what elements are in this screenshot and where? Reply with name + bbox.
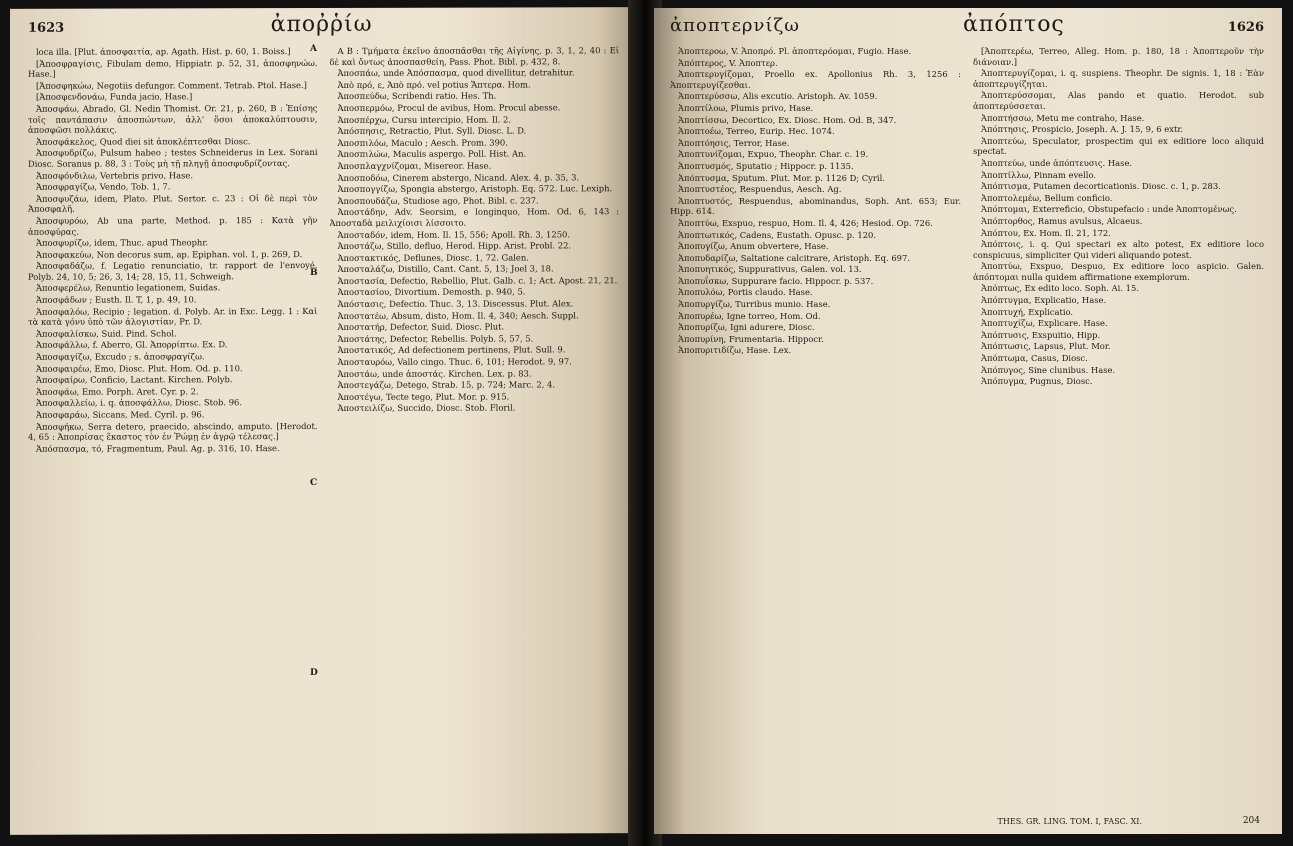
- dictionary-entry: Ἀποπτερυγίζομαι, Proello ex. Apollonius Rh. 3, 1256 : Ἀποπτερυγίζεσθαι.: [670, 69, 961, 90]
- dictionary-entry: Ἀποπτολεμέω, Bellum conficio.: [981, 192, 1113, 203]
- dictionary-entry: A B : Τμήματα ἐκεῖνο ἀποσπᾶσθαι τῆς Αἰγίνης, p. 3, 1, 2, 40 : Εἰ δὲ καὶ ὄντως ἀποσπασθείη, Pass. Phot. Bibl. p. 432, 8.: [329, 45, 619, 67]
- right-page-header: [670, 12, 1264, 40]
- dictionary-entry: Ἀποσπλαγχνίζομαι, Misereor. Hase.: [337, 160, 492, 171]
- dictionary-entry: Ἀποσπερμόω, Procul de avibus, Hom. Procul abesse.: [337, 102, 561, 113]
- dictionary-entry: Ἀπόπυγος, Sine clunibus. Hase.: [981, 364, 1116, 375]
- dictionary-entry: Ἀποσφάω, Abrado, Gl. Nedin Thomist. Or. 21, p. 260, B : Ἐπίσης τοῖς παντάπασιν ἀποσπώντων, ἀλλ' ὅσοι ἀποκαλύπτουσιν, ἀποσφῶσι πολλάκις.: [28, 102, 318, 135]
- dictionary-entry: Ἀποπυρίζω, Igni adurere, Diosc.: [678, 322, 815, 333]
- dictionary-entry: Ἀποπυριτιδίζω, Hase. Lex.: [678, 345, 792, 356]
- dictionary-entry: Ἀποστάζω, Stillo, defluo, Herod. Hipp. Arist. Probl. 22.: [337, 240, 572, 252]
- dictionary-entry: Ἀποπτυχή, Explicatio.: [981, 306, 1074, 317]
- dictionary-entry: Ἀποσφαλόω, Recipio ; legation. d. Polyb. Ar. in Exc. Legg. 1 : Καὶ τὰ κατὰ γόνυ ὑπὸ τῶν ἀλογιστίαν, Pr. D.: [28, 305, 318, 328]
- dictionary-entry: Ἀποσφήκω, Serra detero, praecido, abscindo, amputo. [Herodot. 4, 65 : Ἀποπρίσας ἕκαστος τὸν ἐν Ῥώμῃ ἐν ἀγρῷ τέλεσας.]: [28, 420, 318, 442]
- dictionary-entry: Ἀποστειλίζω, Succido, Diosc. Stob. Floril.: [337, 402, 516, 414]
- dictionary-entry: Ἀποσφυρόω, Ab una parte, Method. p. 185 : Κατὰ γῆν ἀποσφύρας.: [28, 214, 318, 237]
- dictionary-entry: Ἀποστακτικός, Deflunes, Diosc. 1, 72. Galen.: [337, 252, 529, 263]
- left-page-header: [28, 11, 619, 41]
- dictionary-entry: Ἀποσπιλώω, Maculis aspergo. Poll. Hist. An.: [337, 148, 527, 160]
- footer-number: 204: [1242, 816, 1260, 826]
- dictionary-entry: Ἀπόπτυγμα, Explicatio, Hase.: [981, 295, 1107, 306]
- dictionary-entry: Ἀποπτυνίζομαι, Expuo, Theophr. Char. c. 19.: [678, 149, 869, 160]
- dictionary-entry: Ἀπόστασις, Defectio. Thuc. 3, 13. Discessus. Plut. Alex.: [337, 298, 574, 310]
- margin-marker-c: C: [310, 478, 318, 489]
- margin-marker-a: A: [310, 44, 317, 55]
- dictionary-entry: Ἀπόπτερος, V. Ἀποπτερ.: [678, 57, 778, 68]
- dictionary-entry: Ἀποπτυστέος, Respuendus, Aesch. Ag.: [678, 184, 842, 195]
- dictionary-entry: Ἀποσφαγίζω, Excudo ; s. ἀποσφραγίζω.: [36, 351, 205, 362]
- dictionary-entry: Ἀποπτήσσω, Metu me contraho, Hase.: [981, 112, 1145, 123]
- dictionary-entry: [Ἀποσφραγίσις, Fibulam demo, Hippiatr. p. 52, 31, ἀποσφηνώω. Hase.]: [28, 57, 318, 79]
- dictionary-entry: Ἀποπυγίζω, Anum obvertere, Hase.: [678, 241, 829, 252]
- dictionary-entry: Ἀποπυδαρίζω, Saltatione calcitrare, Aristoph. Eq. 697.: [678, 252, 910, 263]
- dictionary-entry: Ἀποσπογγίζω, Spongia abstergo, Aristoph. Eq. 572. Luc. Lexiph.: [337, 183, 613, 195]
- right-page-center-headword: ἀποπτερνίζω: [670, 15, 800, 36]
- dictionary-entry: Ἀποσφερέλω, Renuntio legationem, Suidas.: [36, 282, 221, 294]
- dictionary-entry: Ἀποσφυδρίζω, Pulsum habeo ; testes Schneiderus in Lex. Sorani Diosc. Soranus p. 88, 3 : Τοὺς μὴ τῇ πληγῇ ἀποσφυδρίζοντας.: [28, 147, 318, 169]
- dictionary-entry: Ἀποπτεροω, V. Ἀποπρό. Pl. ἀποπτερόομαι, Fugio. Hase.: [678, 46, 912, 56]
- dictionary-entry: Ἀποπτίλλω, Pinnam evello.: [981, 169, 1097, 180]
- dictionary-entry: Ἀποπτοέω, Terreo, Eurip. Hec. 1074.: [678, 126, 835, 137]
- dictionary-entry: Ἀπόπτοις, i. q. Qui spectari ex alto potest, Ex editiore loco conspicuus, simpliciter Qui videri aliquando potest.: [973, 239, 1264, 260]
- dictionary-entry: Ἀπόπτυσμα, Sputum. Plut. Mor. p. 1126 D; Cyril.: [678, 172, 885, 183]
- right-column-a: [670, 46, 961, 826]
- dictionary-entry: Ἀποπτύω, Exspuo, Despuo, Ex editiore loco aspicio. Galen. ἀπόπτομαι nulla quidem affirmatione exemplorum.: [973, 261, 1264, 282]
- dictionary-entry: Ἀποστεγάζω, Detego, Strab. 15, p. 724; Marc. 2, 4.: [337, 379, 556, 391]
- left-page: [10, 7, 635, 835]
- left-page-columns: [28, 45, 619, 827]
- dictionary-entry: Ἀποσφυρίζω, idem, Thuc. apud Theophr.: [36, 237, 209, 248]
- dictionary-entry: Ἀπόσπασμα, τό, Fragmentum, Paul. Ag. p. 316, 10. Hase.: [36, 442, 280, 454]
- right-page-headword: ἀπόπτος: [963, 12, 1065, 37]
- margin-marker-b: B: [310, 268, 318, 279]
- right-page: [654, 8, 1282, 834]
- dictionary-entry: Ἀπόπτωσις, Lapsus, Plut. Mor.: [981, 341, 1111, 352]
- dictionary-entry: Ἀπόσπησις, Retractio, Plut. Syll. Diosc. L. D.: [337, 125, 527, 137]
- dictionary-entry: Ἀποσφαίρω, Conficio, Lactant. Kirchen. Polyb.: [36, 374, 233, 385]
- dictionary-entry: Ἀποστασίου, Divortium. Demosth. p. 940, 5.: [337, 286, 526, 298]
- dictionary-entry: Ἀποσποδόω, Cinerem abstergo, Nicand. Alex. 4, p. 35, 3.: [337, 171, 580, 183]
- dictionary-entry: Ἀποσφάκελος, Quod diei sit ἀποκλέπτεσθαι Diosc.: [36, 135, 251, 147]
- dictionary-entry: Ἀποστάω, unde ἀποστάς. Kirchen. Lex. p. 83.: [337, 368, 532, 379]
- dictionary-entry: Ἀποστέγω, Tecte tego, Plut. Mor. p. 915.: [337, 391, 510, 402]
- dictionary-entry: Ἀπόπτου, Ex. Hom. Il. 21, 172.: [981, 227, 1111, 238]
- dictionary-entry: Ἀποπυλόω, Portis claudo. Hase.: [678, 287, 813, 298]
- dictionary-entry: [Ἀποσφηκώω, Negotiis defungor. Comment. Tetrab. Ptol. Hase.]: [36, 79, 307, 91]
- dictionary-entry: Ἀποσφαλλείω, i. q. ἀποσφάλλω, Diosc. Stob. 96.: [36, 397, 243, 409]
- dictionary-entry: Ἀπόπτορθος, Ramus avulsus, Alcaeus.: [981, 215, 1143, 226]
- left-page-number: 1623: [28, 20, 65, 36]
- dictionary-entry: Ἀποσπιλόω, Maculo ; Aesch. Prom. 390.: [337, 137, 508, 148]
- right-column-b: [973, 46, 1264, 826]
- dictionary-entry: Ἀποπυρέω, Igne torreo, Hom. Od.: [678, 310, 821, 321]
- dictionary-entry: Ἀποσπέρχω, Cursu intercipio, Hom. Il. 2.: [337, 114, 512, 125]
- dictionary-entry: Ἀποσπεύδω, Scribendi ratio. Hes. Th.: [337, 90, 497, 102]
- dictionary-entry: Ἀποσφάλλω, f. Aberro, Gl. Ἀπορρίπτω. Ex. D.: [36, 339, 228, 351]
- dictionary-entry: Ἀποσφαδάζω, f. Legatio renunciatio, tr. rapport de l'envoyé. Polyb. 24, 10, 5; 26, 3, 14; 28, 15, 11, Schweigh.: [28, 260, 318, 282]
- dictionary-entry: Ἀποσταδόν, idem, Hom. Il. 15, 556; Apoll. Rh. 3, 1250.: [337, 228, 571, 240]
- dictionary-entry: Ἀπόπτησις, Prospicio, Joseph. A. J. 15, 9, 6 extr.: [981, 124, 1184, 135]
- dictionary-entry: Ἀποσταυρόω, Vallo cingo. Thuc. 6, 101; Herodot. 9, 97.: [337, 356, 572, 367]
- dictionary-entry: Ἀπόπτωμα, Casus, Diosc.: [981, 353, 1088, 364]
- dictionary-entry: Ἀποπτίσσω, Decortico, Ex. Diosc. Hom. Od. B, 347.: [678, 114, 897, 125]
- dictionary-entry: Ἀποπτυχίζω, Explicare. Hase.: [981, 318, 1108, 329]
- dictionary-entry: Ἀποσφυζάω, idem, Plato. Plut. Sertor. c. 23 : Οἱ δὲ περὶ τὸν Ἀποσφαλῆ.: [28, 192, 318, 215]
- dictionary-entry: Ἀποσφαράω, Siccans, Med. Cyril. p. 96.: [36, 409, 205, 420]
- left-page-headword: ἀποῤῥίω: [270, 11, 373, 38]
- dictionary-entry: Ἀποσφαλίσκω, Suid. Pind. Schol.: [36, 328, 177, 339]
- dictionary-entry: Ἀποστασία, Defectio, Rebellio, Plut. Galb. c. 1; Act. Apost. 21, 21.: [337, 275, 618, 286]
- dictionary-entry: [Ἀποσφενδονάω, Funda jacio, Hase.]: [36, 91, 193, 103]
- dictionary-entry: Ἀποσταλάζω, Distillo, Cant. Cant. 5, 13; Joel 3, 18.: [337, 263, 554, 275]
- dictionary-entry: Ἀποπτερύσσομαι, Alas pando et quatio. Herodot. sub ἀποπτερύσσεται.: [973, 90, 1264, 111]
- dictionary-entry: Ἀποσφραγίζω, Vendo, Tob. 1, 7.: [36, 181, 171, 192]
- dictionary-entry: Ἀποσφάω, Emo. Porph. Aret. Cyr. p. 2.: [36, 386, 199, 397]
- dictionary-entry: Ἀποσφαιρέω, Emo, Diosc. Plut. Hom. Od. p. 110.: [36, 362, 243, 374]
- dictionary-entry: Ἀποπυΐσκω, Suppurare facio. Hippocr. p. 537.: [678, 275, 874, 286]
- dictionary-entry: Ἀποπτύω, Exspuo, respuo, Hom. Il. 4, 426; Hesiod. Op. 726.: [678, 217, 933, 228]
- dictionary-entry: Ἀπὸ πρό, ε, Ἀπὸ πρό. vel potius Ἄπτερα. Hom.: [337, 79, 531, 90]
- dictionary-entry: Ἀποπτερυγίζομαι, i. q. suspiens. Theophr. De signis. 1, 18 : Ἐὰν ἀποπτερυγίζηται.: [973, 68, 1264, 89]
- dictionary-entry: Ἀποσπάω, unde Ἀπόσπασμα, quod divellitur, detrahitur.: [337, 67, 575, 79]
- dictionary-entry: Ἀπόπυγμα, Pugnus, Diosc.: [981, 376, 1093, 387]
- dictionary-entry: Ἀποσφακεύω, Non decorus sum, ap. Epiphan. vol. 1, p. 269, D.: [36, 248, 303, 260]
- dictionary-entry: Ἀποπτερύσσω, Alis excutio. Aristoph. Av. 1059.: [678, 91, 878, 102]
- dictionary-entry: Ἀποπυρίνη, Frumentaria. Hippocr.: [678, 333, 824, 344]
- dictionary-entry: Ἀποπτεύω, unde ἀπόπτευσις. Hase.: [981, 157, 1133, 168]
- dictionary-entry: Ἀπόπτυσις, Exspuitio, Hipp.: [981, 329, 1101, 340]
- dictionary-entry: Ἀποπυργίζω, Turribus munio. Hase.: [678, 299, 831, 310]
- footer-signature: THES. GR. LING. TOM. I, FASC. XI.: [997, 817, 1142, 826]
- dictionary-entry: Ἀποστατικός, Ad defectionem pertinens, Plut. Sull. 9.: [337, 344, 566, 356]
- left-column-b: [330, 45, 620, 826]
- dictionary-entry: Ἀποσπουδάζω, Studiose ago, Phot. Bibl. c. 237.: [337, 195, 539, 206]
- dictionary-entry: Ἀποπτυσμός, Sputatio ; Hippocr. p. 1135.: [678, 160, 854, 171]
- dictionary-entry: Ἀποπτίλοω, Plumis privo, Hase.: [678, 102, 814, 113]
- dictionary-entry: Ἀποστατήρ, Defector, Suid. Diosc. Plut.: [337, 321, 505, 333]
- dictionary-entry: Ἀπόπτως, Ex edito loco. Soph. Ai. 15.: [981, 283, 1140, 294]
- dictionary-entry: Ἀποστατέω, Absum, disto, Hom. Il. 4, 340; Aesch. Suppl.: [337, 309, 579, 321]
- dictionary-entry: Ἀποπτόησις, Terror, Hase.: [678, 137, 790, 148]
- dictionary-entry: Ἀποπτωτικός, Cadens, Eustath. Opusc. p. 120.: [678, 229, 877, 240]
- dictionary-entry: Ἀπόπτισμα, Putamen decorticationis. Diosc. c. 1, p. 283.: [981, 181, 1221, 192]
- dictionary-entry: Ἀποσφόνδιλω, Vertebris privo, Hase.: [36, 169, 194, 181]
- dictionary-entry: Ἀποπτυστός, Respuendus, abominandus, Soph. Ant. 653; Eur. Hipp. 614.: [670, 195, 961, 217]
- margin-marker-d: D: [310, 668, 318, 679]
- dictionary-entry: [Ἀποπτερέω, Terreo, Alleg. Hom. p. 180, 18 : Ἀποπτεροῦν τὴν διάνοιαν.]: [973, 46, 1264, 67]
- dictionary-entry: Ἀποσφάδων ; Eusth. Il. T, 1, p. 49, 10.: [36, 294, 197, 305]
- dictionary-entry: Ἀπόπτομαι, Exterreficio, Obstupefacio : unde Ἀποπτομένως.: [981, 204, 1237, 215]
- dictionary-entry: Ἀποστάτης, Defector, Rebellis. Polyb. 5, 57, 5.: [337, 333, 534, 344]
- right-page-columns: [670, 46, 1264, 826]
- dictionary-entry: loca illa. [Plut. ἀποσφαιτία, ap. Agath. Hist. p. 60, 1. Boiss.]: [36, 46, 291, 57]
- right-page-number: 1626: [1227, 20, 1264, 35]
- left-column-a: [28, 46, 318, 827]
- dictionary-entry: Ἀποστάδην, Adv. Seorsim, e longinquo, Hom. Od. 6, 143 : Ἀποσταδὰ μειλιχίοισι λίσσοιτο.: [329, 206, 619, 228]
- dictionary-entry: Ἀποπτεύω, Speculator, prospectim qui ex editiore loco aliquid spectat.: [973, 135, 1264, 157]
- dictionary-entry: Ἀποπυητικός, Suppurativus, Galen. vol. 13.: [678, 264, 862, 275]
